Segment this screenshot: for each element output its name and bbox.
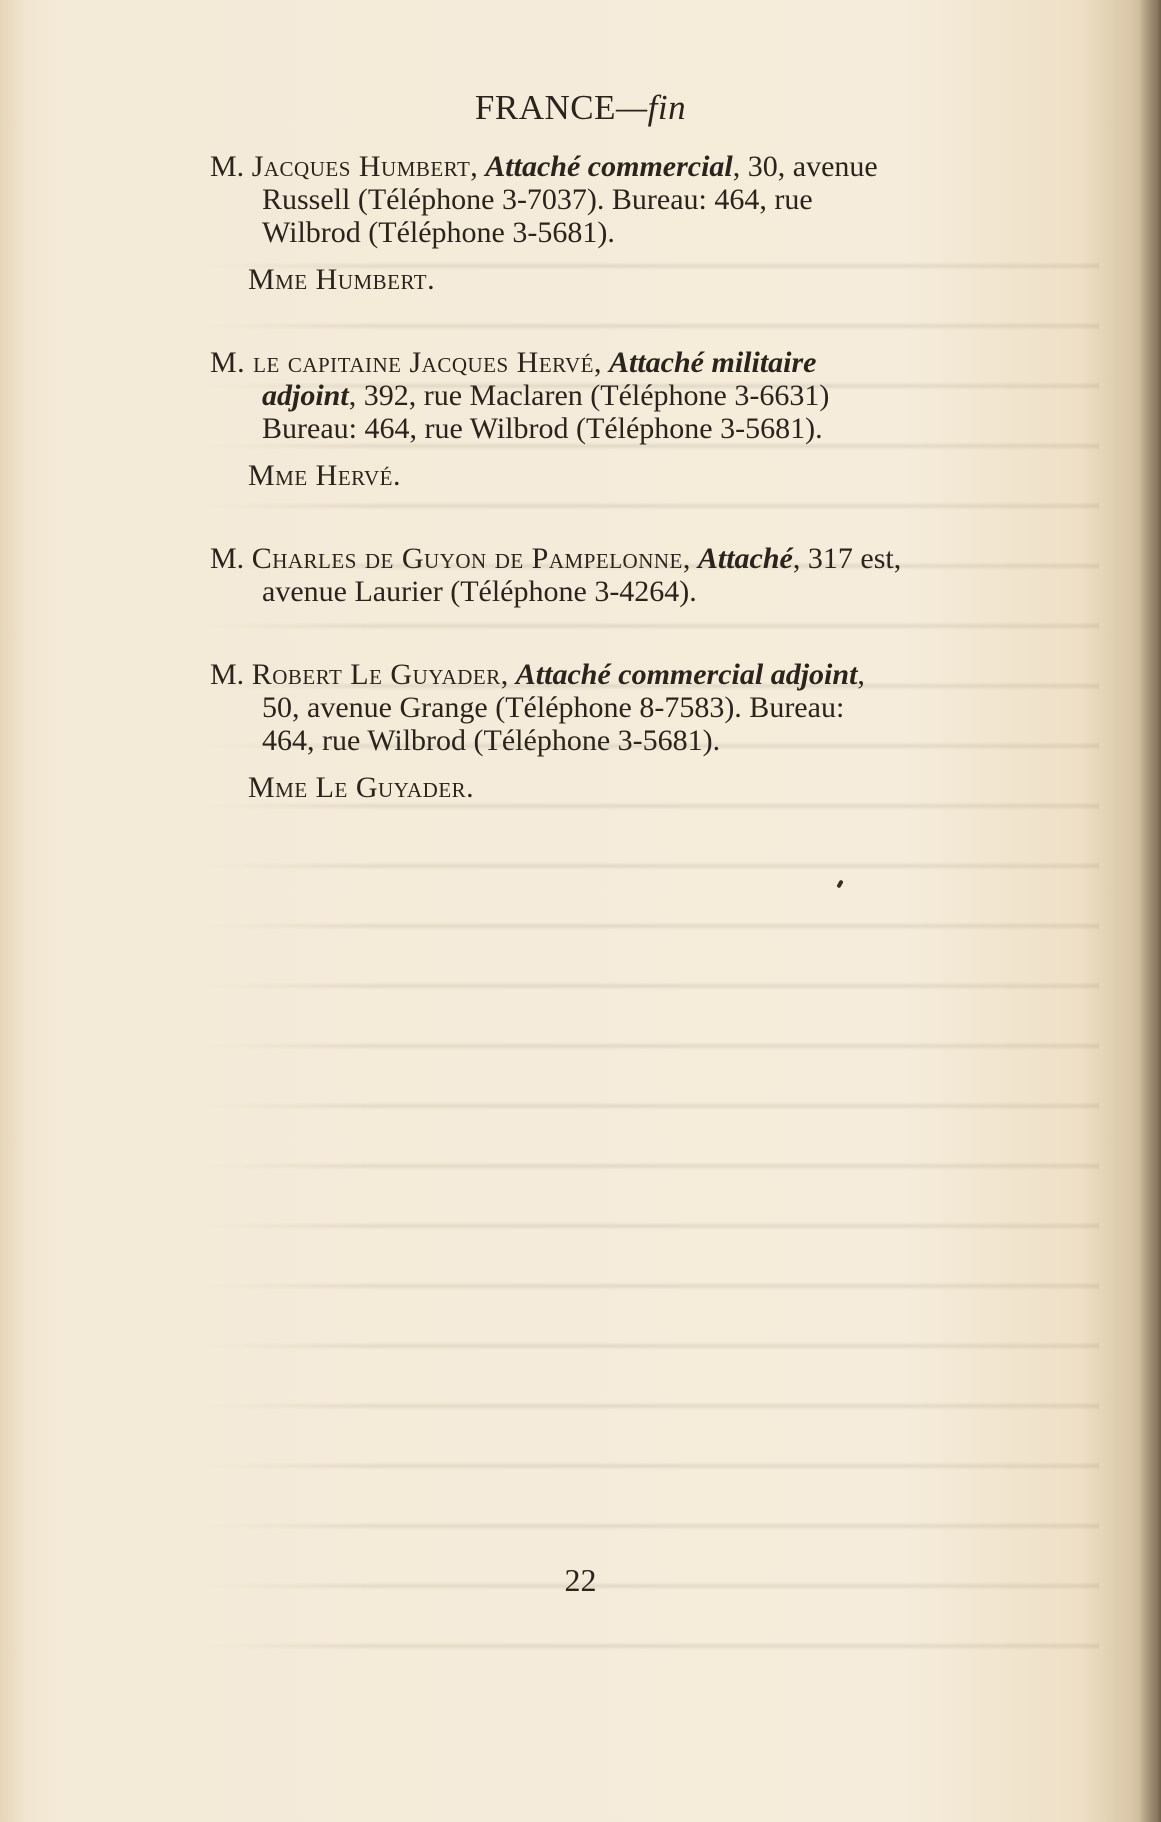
- address-text: , 317 est,: [792, 542, 902, 575]
- entry-prefix: M.: [210, 542, 252, 575]
- person-role: Attaché militaire: [608, 346, 817, 379]
- address-text: ,: [857, 658, 865, 691]
- address-text: , 30, avenue: [732, 150, 878, 183]
- entry-list: [210, 150, 1120, 854]
- entry-continuation-line: Russell (Téléphone 3-7037). Bureau: 464, rue: [262, 183, 813, 216]
- separator: ,: [500, 658, 516, 691]
- entry-first-line: [210, 150, 1120, 183]
- person-role: Attaché commercial: [485, 150, 733, 183]
- person-role: Attaché commercial adjoint: [515, 658, 858, 691]
- person-role: Attaché: [697, 542, 793, 575]
- entry-prefix: M.: [210, 150, 252, 183]
- person-name: Robert Le Guyader: [251, 658, 501, 691]
- entry-first-line: [210, 346, 1120, 379]
- ink-speck: [836, 880, 843, 889]
- entry-prefix: M. le capitaine: [210, 346, 410, 379]
- header-suffix: —fin: [616, 88, 687, 127]
- person-name: Jacques Hervé: [409, 346, 594, 379]
- entry-continuation-line: [210, 379, 1120, 412]
- entry-first-line: [210, 658, 1120, 691]
- page-number: 22: [564, 1562, 597, 1598]
- entry-continuation-line: Wilbrod (Téléphone 3-5681).: [262, 216, 615, 249]
- entry-humbert: [210, 150, 1120, 296]
- spouse-name: Mme Hervé.: [248, 459, 401, 492]
- binding-shadow: [1139, 0, 1161, 1822]
- entry-first-line: [210, 542, 1120, 575]
- separator: ,: [682, 542, 698, 575]
- page-left-edge: [0, 0, 26, 1822]
- entry-continuation-line: 50, avenue Grange (Téléphone 8-7583). Bureau:: [262, 691, 845, 724]
- spouse-name: Mme Le Guyader.: [248, 771, 475, 804]
- entry-continuation-line: Bureau: 464, rue Wilbrod (Téléphone 3-5681).: [262, 412, 823, 445]
- page-header: [0, 88, 1161, 128]
- entry-continuation-line: avenue Laurier (Téléphone 3-4264).: [262, 575, 697, 608]
- person-role-continued: adjoint: [262, 379, 349, 412]
- entry-pampelonne: [210, 542, 1120, 608]
- person-name: Charles de Guyon de Pampelonne: [251, 542, 683, 575]
- entry-prefix: M.: [210, 658, 252, 691]
- spouse-name: Mme Humbert.: [248, 263, 436, 296]
- separator: ,: [593, 346, 609, 379]
- header-country: FRANCE: [474, 88, 616, 127]
- address-text: , 392, rue Maclaren (Téléphone 3-6631): [348, 379, 830, 412]
- entry-herve: [210, 346, 1120, 492]
- person-name: Jacques Humbert: [251, 150, 471, 183]
- entry-continuation-line: 464, rue Wilbrod (Téléphone 3-5681).: [262, 724, 721, 757]
- separator: ,: [470, 150, 486, 183]
- entry-le-guyader: [210, 658, 1120, 804]
